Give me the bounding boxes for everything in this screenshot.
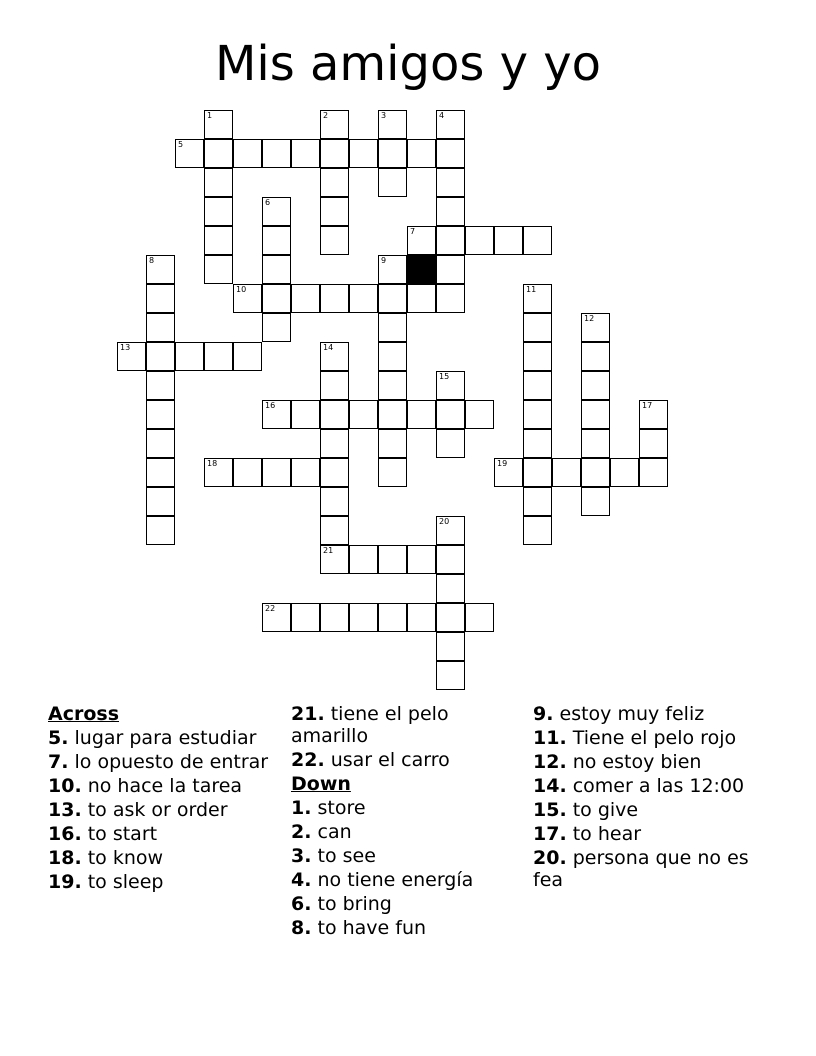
grid-cell[interactable] xyxy=(262,400,291,429)
grid-cell[interactable] xyxy=(233,342,262,371)
clue-number: 1 xyxy=(207,111,213,120)
grid-cell[interactable] xyxy=(320,342,349,371)
grid-cell[interactable] xyxy=(262,458,291,487)
grid-cell[interactable] xyxy=(378,545,407,574)
grid-cell[interactable] xyxy=(320,516,349,545)
grid-cell[interactable] xyxy=(320,458,349,487)
grid-cell[interactable] xyxy=(175,139,204,168)
grid-cell[interactable] xyxy=(378,255,407,284)
grid-cell[interactable] xyxy=(146,458,175,487)
grid-cell[interactable] xyxy=(610,458,639,487)
clue-down-17: 17. to hear xyxy=(533,823,642,845)
clue-across-16: 16. to start xyxy=(48,823,158,845)
grid-cell[interactable] xyxy=(378,400,407,429)
grid-cell[interactable] xyxy=(378,371,407,400)
clue-number: 7 xyxy=(410,227,416,236)
grid-cell[interactable] xyxy=(494,226,523,255)
grid-cell[interactable] xyxy=(320,168,349,197)
grid-cell[interactable] xyxy=(146,255,175,284)
grid-cell[interactable] xyxy=(204,255,233,284)
grid-cell[interactable] xyxy=(291,603,320,632)
clue-down-14: 14. comer a las 12:00 xyxy=(533,775,745,797)
clue-number: 10 xyxy=(236,285,247,294)
clue-number: 21 xyxy=(323,546,334,555)
grid-cell[interactable] xyxy=(262,197,291,226)
grid-cell[interactable] xyxy=(465,226,494,255)
grid-cell[interactable] xyxy=(407,545,436,574)
grid-cell[interactable] xyxy=(349,603,378,632)
grid-cell[interactable] xyxy=(523,284,552,313)
grid-cell[interactable] xyxy=(581,371,610,400)
grid-cell[interactable] xyxy=(523,429,552,458)
grid-cell[interactable] xyxy=(291,400,320,429)
grid-cell[interactable] xyxy=(349,400,378,429)
clue-number: 2 xyxy=(323,111,329,120)
clue-across-21: 21. tiene el pelo amarillo xyxy=(291,703,449,747)
clues-column-3 xyxy=(533,703,763,893)
clue-across-18: 18. to know xyxy=(48,847,164,869)
grid-cell[interactable] xyxy=(204,197,233,226)
grid-cell[interactable] xyxy=(436,255,465,284)
grid-cell[interactable] xyxy=(146,371,175,400)
grid-cell[interactable] xyxy=(146,342,175,371)
grid-cell[interactable] xyxy=(204,226,233,255)
grid-cell[interactable] xyxy=(146,429,175,458)
clue-down-9: 9. estoy muy feliz xyxy=(533,703,705,725)
grid-cell[interactable] xyxy=(378,342,407,371)
clue-number: 9 xyxy=(381,256,387,265)
grid-cell[interactable] xyxy=(262,139,291,168)
grid-cell[interactable] xyxy=(349,284,378,313)
grid-cell[interactable] xyxy=(523,342,552,371)
grid-cell[interactable] xyxy=(552,458,581,487)
grid-cell[interactable] xyxy=(291,284,320,313)
clue-across-19: 19. to sleep xyxy=(48,871,164,893)
grid-cell[interactable] xyxy=(233,458,262,487)
grid-cell[interactable] xyxy=(378,139,407,168)
grid-cell[interactable] xyxy=(117,342,146,371)
clue-number: 20 xyxy=(439,517,450,526)
grid-cell[interactable] xyxy=(204,110,233,139)
grid-cell[interactable] xyxy=(291,458,320,487)
grid-cell[interactable] xyxy=(639,429,668,458)
grid-cell[interactable] xyxy=(320,197,349,226)
grid-cell[interactable] xyxy=(436,284,465,313)
grid-cell[interactable] xyxy=(436,168,465,197)
clue-down-12: 12. no estoy bien xyxy=(533,751,702,773)
clue-number: 22 xyxy=(265,604,276,613)
grid-cell[interactable] xyxy=(465,603,494,632)
grid-cell[interactable] xyxy=(436,545,465,574)
grid-cell[interactable] xyxy=(146,313,175,342)
grid-cell[interactable] xyxy=(581,458,610,487)
grid-cell[interactable] xyxy=(233,139,262,168)
grid-cell[interactable] xyxy=(639,400,668,429)
grid-cell[interactable] xyxy=(581,429,610,458)
grid-cell[interactable] xyxy=(146,487,175,516)
grid-cell[interactable] xyxy=(407,255,436,284)
clue-number: 8 xyxy=(149,256,155,265)
grid-cell[interactable] xyxy=(378,603,407,632)
clue-down-3: 3. to see xyxy=(291,845,376,867)
grid-cell[interactable] xyxy=(581,342,610,371)
grid-cell[interactable] xyxy=(639,458,668,487)
grid-cell[interactable] xyxy=(320,110,349,139)
clue-down-2: 2. can xyxy=(291,821,352,843)
grid-cell[interactable] xyxy=(320,371,349,400)
grid-cell[interactable] xyxy=(523,313,552,342)
grid-cell[interactable] xyxy=(378,168,407,197)
grid-cell[interactable] xyxy=(204,458,233,487)
grid-cell[interactable] xyxy=(523,371,552,400)
grid-cell[interactable] xyxy=(262,603,291,632)
grid-cell[interactable] xyxy=(523,400,552,429)
clue-number: 16 xyxy=(265,401,276,410)
grid-cell[interactable] xyxy=(581,487,610,516)
grid-cell[interactable] xyxy=(320,284,349,313)
clue-down-8: 8. to have fun xyxy=(291,917,427,939)
grid-cell[interactable] xyxy=(175,342,204,371)
grid-cell[interactable] xyxy=(146,516,175,545)
grid-cell[interactable] xyxy=(436,429,465,458)
clue-across-7: 7. lo opuesto de entrar xyxy=(48,751,269,773)
grid-cell[interactable] xyxy=(581,400,610,429)
clue-down-6: 6. to bring xyxy=(291,893,392,915)
clue-down-15: 15. to give xyxy=(533,799,639,821)
clue-number: 15 xyxy=(439,372,450,381)
clue-number: 11 xyxy=(526,285,537,294)
page-title: Mis amigos y yo xyxy=(214,36,602,92)
grid-cell[interactable] xyxy=(204,168,233,197)
clue-number: 18 xyxy=(207,459,218,468)
grid-cell[interactable] xyxy=(204,139,233,168)
grid-cell[interactable] xyxy=(262,313,291,342)
grid-cell[interactable] xyxy=(523,487,552,516)
grid-cell[interactable] xyxy=(378,110,407,139)
grid-cell[interactable] xyxy=(320,487,349,516)
grid-cell[interactable] xyxy=(349,139,378,168)
clue-across-13: 13. to ask or order xyxy=(48,799,228,821)
grid-cell[interactable] xyxy=(378,284,407,313)
grid-cell[interactable] xyxy=(233,284,262,313)
grid-cell[interactable] xyxy=(436,110,465,139)
grid-cell[interactable] xyxy=(262,226,291,255)
grid-cell[interactable] xyxy=(436,632,465,661)
clue-number: 19 xyxy=(497,459,508,468)
grid-cell[interactable] xyxy=(320,400,349,429)
grid-cell[interactable] xyxy=(523,226,552,255)
clue-number: 5 xyxy=(178,140,184,149)
grid-cell[interactable] xyxy=(291,139,320,168)
grid-cell[interactable] xyxy=(378,458,407,487)
grid-cell[interactable] xyxy=(436,603,465,632)
grid-cell[interactable] xyxy=(407,284,436,313)
grid-cell[interactable] xyxy=(523,516,552,545)
clue-number: 14 xyxy=(323,343,334,352)
grid-cell[interactable] xyxy=(407,226,436,255)
clues-column-2 xyxy=(291,703,501,941)
grid-cell[interactable] xyxy=(436,197,465,226)
grid-cell[interactable] xyxy=(581,313,610,342)
grid-cell[interactable] xyxy=(436,574,465,603)
grid-cell[interactable] xyxy=(320,139,349,168)
grid-cell[interactable] xyxy=(320,429,349,458)
grid-cell[interactable] xyxy=(436,400,465,429)
grid-cell[interactable] xyxy=(262,255,291,284)
grid-cell[interactable] xyxy=(349,545,378,574)
grid-cell[interactable] xyxy=(146,284,175,313)
grid-cell[interactable] xyxy=(436,139,465,168)
down-heading: Down xyxy=(291,773,351,795)
clue-number: 17 xyxy=(642,401,653,410)
grid-cell[interactable] xyxy=(204,342,233,371)
clue-number: 6 xyxy=(265,198,271,207)
grid-cell[interactable] xyxy=(436,661,465,690)
grid-cell[interactable] xyxy=(320,226,349,255)
clue-down-20: 20. persona que no es fea xyxy=(533,847,749,891)
clue-across-22: 22. usar el carro xyxy=(291,749,450,771)
clue-across-10: 10. no hace la tarea xyxy=(48,775,243,797)
clue-down-1: 1. store xyxy=(291,797,366,819)
grid-cell[interactable] xyxy=(465,400,494,429)
grid-cell[interactable] xyxy=(320,545,349,574)
grid-cell[interactable] xyxy=(407,400,436,429)
grid-cell[interactable] xyxy=(494,458,523,487)
clue-number: 13 xyxy=(120,343,131,352)
clue-number: 4 xyxy=(439,111,445,120)
clue-down-4: 4. no tiene energía xyxy=(291,869,474,891)
clue-number: 12 xyxy=(584,314,595,323)
grid-cell[interactable] xyxy=(436,226,465,255)
grid-cell[interactable] xyxy=(320,603,349,632)
grid-cell[interactable] xyxy=(262,284,291,313)
clue-number: 3 xyxy=(381,111,387,120)
grid-cell[interactable] xyxy=(407,603,436,632)
grid-cell[interactable] xyxy=(407,139,436,168)
grid-cell[interactable] xyxy=(146,400,175,429)
grid-cell[interactable] xyxy=(436,516,465,545)
clue-across-5: 5. lugar para estudiar xyxy=(48,727,257,749)
grid-cell[interactable] xyxy=(523,458,552,487)
grid-cell[interactable] xyxy=(436,371,465,400)
across-heading: Across xyxy=(48,703,120,725)
clues-column-1 xyxy=(48,703,276,895)
grid-cell[interactable] xyxy=(378,429,407,458)
grid-cell[interactable] xyxy=(378,313,407,342)
clue-down-11: 11. Tiene el pelo rojo xyxy=(533,727,737,749)
